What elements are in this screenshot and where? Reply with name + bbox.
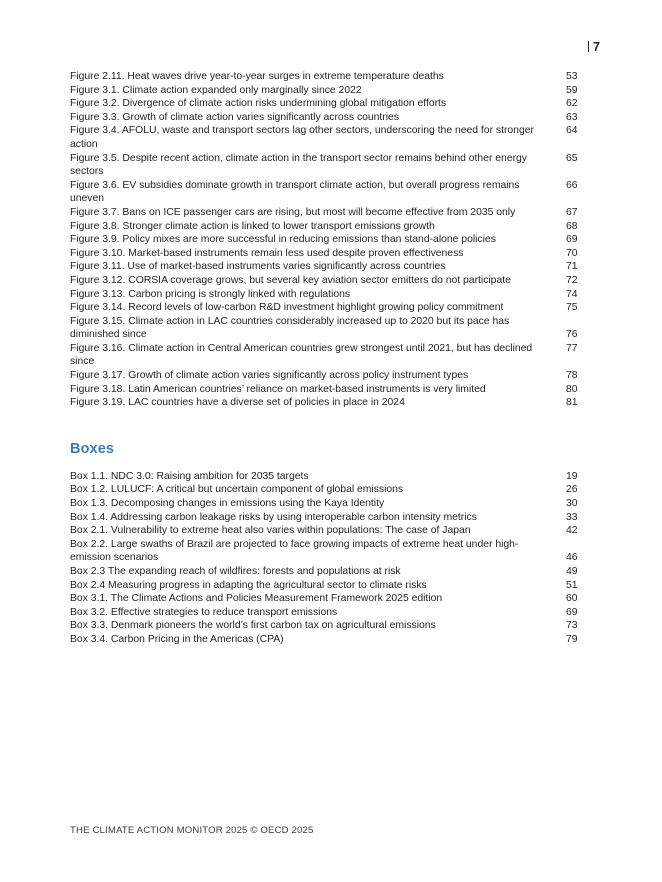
figure-entry-page-number: 70 [566, 247, 578, 259]
box-entry-title: Box 2.4 Measuring progress in adapting the agricultural sector to climate risks [70, 579, 427, 591]
figure-entry[interactable] [70, 369, 592, 383]
figure-entry[interactable] [70, 84, 592, 98]
figure-entry-page-number: 77 [566, 342, 578, 354]
figure-entry[interactable] [70, 97, 592, 111]
running-header [588, 40, 600, 54]
box-entry-page-number: 79 [566, 633, 578, 645]
figure-entry[interactable] [70, 315, 592, 342]
box-entry-page-number: 30 [566, 498, 578, 510]
box-entry-page-number: 33 [566, 511, 578, 523]
page-content [70, 70, 592, 647]
figure-entry-page-number: 78 [566, 370, 578, 382]
figure-entry-page-number: 63 [566, 111, 578, 123]
figure-entry-title: Figure 3.4. AFOLU, waste and transport sectors lag other sectors, underscoring the need for stronger action [70, 125, 534, 150]
figure-entry[interactable] [70, 247, 592, 261]
box-entry-page-number: 60 [566, 593, 578, 605]
figure-entry-page-number: 74 [566, 288, 578, 300]
figure-entry-title: Figure 3.7. Bans on ICE passenger cars are rising, but most will become effective from 2035 only [70, 206, 516, 218]
figure-entry[interactable] [70, 233, 592, 247]
figure-entry-page-number: 59 [566, 84, 578, 96]
box-entry-title: Box 3.2. Effective strategies to reduce transport emissions [70, 606, 338, 618]
figure-entry[interactable] [70, 301, 592, 315]
box-entry-title: Box 1.1. NDC 3.0: Raising ambition for 2035 targets [70, 470, 309, 482]
figure-entry-page-number: 72 [566, 274, 578, 286]
boxes-section-heading: Boxes [70, 440, 115, 457]
running-footer: THE CLIMATE ACTION MONITOR 2025 © OECD 2025 [70, 825, 314, 836]
box-entry[interactable] [70, 470, 592, 484]
figure-entry[interactable] [70, 383, 592, 397]
box-entry-page-number: 26 [566, 484, 578, 496]
figure-entry-title: Figure 3.5. Despite recent action, climate action in the transport sector remains behind other energy sectors [70, 152, 527, 178]
figure-entry-page-number: 68 [566, 220, 578, 232]
figure-entry-title: Figure 2.11. Heat waves drive year-to-year surges in extreme temperature deaths [70, 71, 444, 82]
box-entry[interactable] [70, 606, 592, 620]
box-entry-title: Box 3.4. Carbon Pricing in the Americas (CPA) [70, 633, 284, 645]
figure-entry-title: Figure 3.8. Stronger climate action is linked to lower transport emissions growth [70, 220, 435, 232]
figure-entry-page-number: 80 [566, 383, 578, 395]
spacer-before-boxes [70, 410, 592, 441]
box-entry-page-number: 42 [566, 525, 578, 537]
box-entry[interactable] [70, 511, 592, 525]
figure-entry-page-number: 62 [566, 98, 578, 110]
figure-entry-page-number: 75 [566, 302, 578, 314]
box-entry[interactable] [70, 579, 592, 593]
figure-entry[interactable] [70, 179, 592, 206]
figure-entry-title: Figure 3.14. Record levels of low-carbon R&D investment highlight growing policy commitment [70, 302, 504, 314]
figure-entry[interactable] [70, 152, 592, 179]
box-entry[interactable] [70, 592, 592, 606]
figure-entry-page-number: 71 [566, 261, 578, 273]
figure-entry-page-number: 67 [566, 206, 578, 218]
box-entry-page-number: 69 [566, 606, 578, 618]
figure-entry-page-number: 64 [566, 125, 578, 137]
figure-entry-title: Figure 3.10. Market-based instruments remain less used despite proven effectiveness [70, 247, 464, 259]
figures-list [70, 70, 592, 410]
box-entry-title: Box 2.2. Large swaths of Brazil are projected to face growing impacts of extreme heat under high-emission scenarios [70, 538, 519, 564]
box-entry[interactable] [70, 524, 592, 538]
box-entry[interactable] [70, 497, 592, 511]
box-entry[interactable] [70, 538, 592, 565]
box-entry-title: Box 3.1. The Climate Actions and Policies Measurement Framework 2025 edition [70, 593, 443, 605]
header-separator-rule [588, 41, 589, 52]
figure-entry-page-number: 81 [566, 397, 578, 409]
box-entry-page-number: 46 [566, 552, 578, 564]
figure-entry[interactable] [70, 396, 592, 410]
figure-entry-page-number: 76 [566, 329, 578, 341]
figure-entry-title: Figure 3.6. EV subsidies dominate growth in transport climate action, but overall progress remains uneven [70, 179, 520, 205]
figure-entry-title: Figure 3.11. Use of market-based instruments varies significantly across countries [70, 261, 446, 273]
figure-entry-title: Figure 3.19. LAC countries have a diverse set of policies in place in 2024 [70, 397, 405, 409]
figure-entry[interactable] [70, 124, 592, 151]
figure-entry-title: Figure 3.2. Divergence of climate action risks undermining global mitigation efforts [70, 98, 447, 110]
header-page-number: 7 [592, 40, 600, 54]
figure-entry-title: Figure 3.16. Climate action in Central American countries grew strongest until 2021, but has declined since [70, 342, 533, 368]
box-entry[interactable] [70, 483, 592, 497]
box-entry-title: Box 3.3. Denmark pioneers the world’s first carbon tax on agricultural emissions [70, 620, 436, 632]
box-entry-title: Box 1.4. Addressing carbon leakage risks by using interoperable carbon intensity metrics [70, 511, 477, 523]
box-entry-title: Box 1.3. Decomposing changes in emissions using the Kaya Identity [70, 498, 385, 510]
figure-entry[interactable] [70, 111, 592, 125]
figure-entry-title: Figure 3.12. CORSIA coverage grows, but several key aviation sector emitters do not participate [70, 274, 511, 286]
figure-entry-title: Figure 3.1. Climate action expanded only marginally since 2022 [70, 84, 362, 96]
figure-entry-title: Figure 3.9. Policy mixes are more successful in reducing emissions than stand-alone policies [70, 234, 496, 246]
box-entry-page-number: 19 [566, 470, 578, 482]
box-entry-title: Box 2.3 The expanding reach of wildfires: forests and populations at risk [70, 566, 401, 577]
box-entry-title: Box 2.1. Vulnerability to extreme heat also varies within populations: The case of Japan [70, 525, 471, 537]
figure-entry[interactable] [70, 274, 592, 288]
figure-entry-title: Figure 3.17. Growth of climate action varies significantly across policy instrument types [70, 370, 469, 382]
box-entry-page-number: 49 [566, 566, 578, 577]
figure-entry[interactable] [70, 220, 592, 234]
figure-entry-page-number: 53 [566, 71, 578, 82]
figure-entry-title: Figure 3.13. Carbon pricing is strongly linked with regulations [70, 288, 351, 300]
figure-entry-title: Figure 3.15. Climate action in LAC countries considerably increased up to 2020 but its pace has diminished since [70, 315, 510, 341]
figure-entry[interactable] [70, 260, 592, 274]
figure-entry-title: Figure 3.3. Growth of climate action varies significantly across countries [70, 111, 400, 123]
figure-entry-title: Figure 3.18. Latin American countries’ reliance on market-based instruments is very limited [70, 383, 486, 395]
figure-entry-page-number: 69 [566, 234, 578, 246]
figure-entry[interactable] [70, 288, 592, 302]
figure-entry-page-number: 66 [566, 179, 578, 191]
box-entry[interactable] [70, 619, 592, 633]
figure-entry[interactable] [70, 206, 592, 220]
spacer-after-boxes-heading [70, 457, 592, 470]
figure-entry[interactable] [70, 70, 592, 84]
box-entry-page-number: 73 [566, 620, 578, 632]
figure-entry-page-number: 65 [566, 152, 578, 164]
box-entry[interactable] [70, 565, 592, 579]
boxes-list [70, 470, 592, 647]
box-entry-title: Box 1.2. LULUCF: A critical but uncertain component of global emissions [70, 484, 404, 496]
figure-entry[interactable] [70, 342, 592, 369]
box-entry-page-number: 51 [566, 579, 578, 591]
box-entry[interactable] [70, 633, 592, 647]
